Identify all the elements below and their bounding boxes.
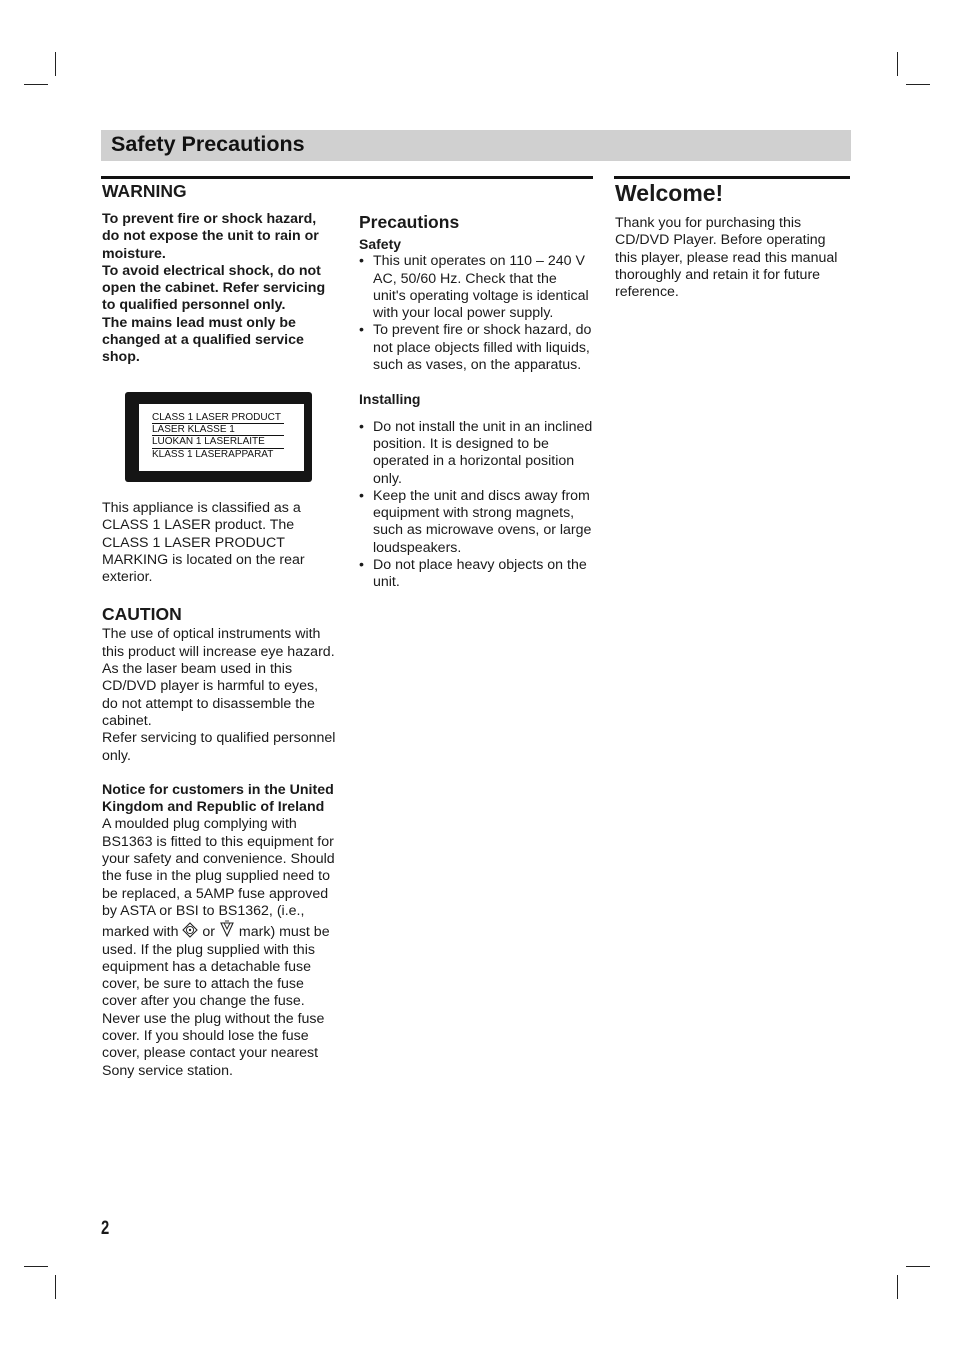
notice-text [102, 816, 336, 1010]
crop-mark [55, 52, 56, 76]
installing-heading: Installing [359, 391, 421, 408]
list-item: • This unit operates on 110 – 240 V AC, 50/60 Hz. Check that the unit's operating voltage is identical with your local power supply. [359, 253, 593, 322]
warning-text: To prevent fire or shock hazard, do not expose the unit to rain or moisture. [102, 211, 319, 262]
laser-label-line: LASER KLASSE 1 [152, 424, 284, 436]
notice-text-part: mark) must be used. If the plug supplied with this equipment has a detachable fuse cover, be sure to attach the fuse cover after you change the fuse. [102, 924, 330, 1010]
warning-section [102, 180, 337, 367]
crop-mark [906, 84, 930, 85]
list-item: • Do not place heavy objects on the unit. [359, 557, 593, 592]
safety-list [359, 253, 593, 374]
crop-mark [897, 1275, 898, 1299]
asta-mark-icon [182, 922, 198, 938]
installing-list [359, 419, 593, 592]
page-number: 2 [101, 1218, 110, 1239]
welcome-section [615, 179, 850, 301]
precautions-heading: Precautions [359, 212, 460, 232]
crop-mark [906, 1266, 930, 1267]
notice-text-part: or [202, 924, 216, 941]
list-item: • To prevent fire or shock hazard, do not place objects filled with liquids, such as vases, on the apparatus. [359, 322, 593, 374]
laser-label-line: KLASS 1 LASERAPPARAT [152, 448, 274, 460]
laser-classification-text: This appliance is classified as a CLASS 1 LASER product. The CLASS 1 LASER PRODUCT MARKING is located on the rear exterior. [102, 500, 305, 586]
page-title: Safety Precautions [111, 132, 305, 156]
warning-heading: WARNING [102, 181, 187, 201]
notice-text: Never use the plug without the fuse cover. If you should lose the fuse cover, please contact your nearest Sony service station. [102, 1010, 325, 1079]
safety-heading: Safety [359, 236, 402, 252]
laser-label-line: CLASS 1 LASER PRODUCT [152, 412, 284, 424]
page-title-bar [101, 130, 851, 161]
list-item: • Keep the unit and discs away from equipment with strong magnets, such as microwave ovens, or large loudspeakers. [359, 488, 593, 557]
section-rule-left [101, 176, 593, 179]
laser-label-line: LUOKAN 1 LASERLAITE [152, 436, 284, 448]
bsi-kitemark-icon [219, 920, 235, 938]
crop-mark [24, 1266, 48, 1267]
caution-text: The use of optical instruments with this product will increase eye hazard. As the laser beam used in this CD/DVD player is harmful to eyes, do not attempt to disassemble the cabinet. [102, 626, 335, 729]
crop-mark [24, 84, 48, 85]
welcome-text: Thank you for purchasing this CD/DVD Player. Before operating this player, please read this manual thoroughly and retain it for future reference. [615, 215, 838, 301]
warning-text: The mains lead must only be changed at a qualified service shop. [102, 314, 304, 366]
crop-mark [897, 52, 898, 76]
laser-label-inner [139, 404, 304, 471]
laser-caution-section [102, 500, 336, 1080]
laser-product-label [125, 392, 312, 482]
welcome-heading: Welcome! [615, 180, 724, 206]
notice-heading: Notice for customers in the United Kingdom and Republic of Ireland [102, 781, 334, 816]
caution-heading: CAUTION [102, 604, 182, 625]
warning-text: To avoid electrical shock, do not open the cabinet. Refer servicing to qualified personnel only. [102, 262, 326, 314]
precautions-section [359, 211, 593, 592]
caution-text: Refer servicing to qualified personnel only. [102, 730, 336, 764]
crop-mark [55, 1275, 56, 1299]
list-item: • Do not install the unit in an inclined position. It is designed to be operated in a horizontal position only. [359, 419, 593, 488]
notice-text-part: A moulded plug complying with BS1363 is fitted to this equipment for your safety and convenience. Should the fuse in the plug supplied need to be replaced, a 5AMP fuse approved by ASTA or BSI to BS1362, (i.e., marked with [102, 816, 335, 941]
